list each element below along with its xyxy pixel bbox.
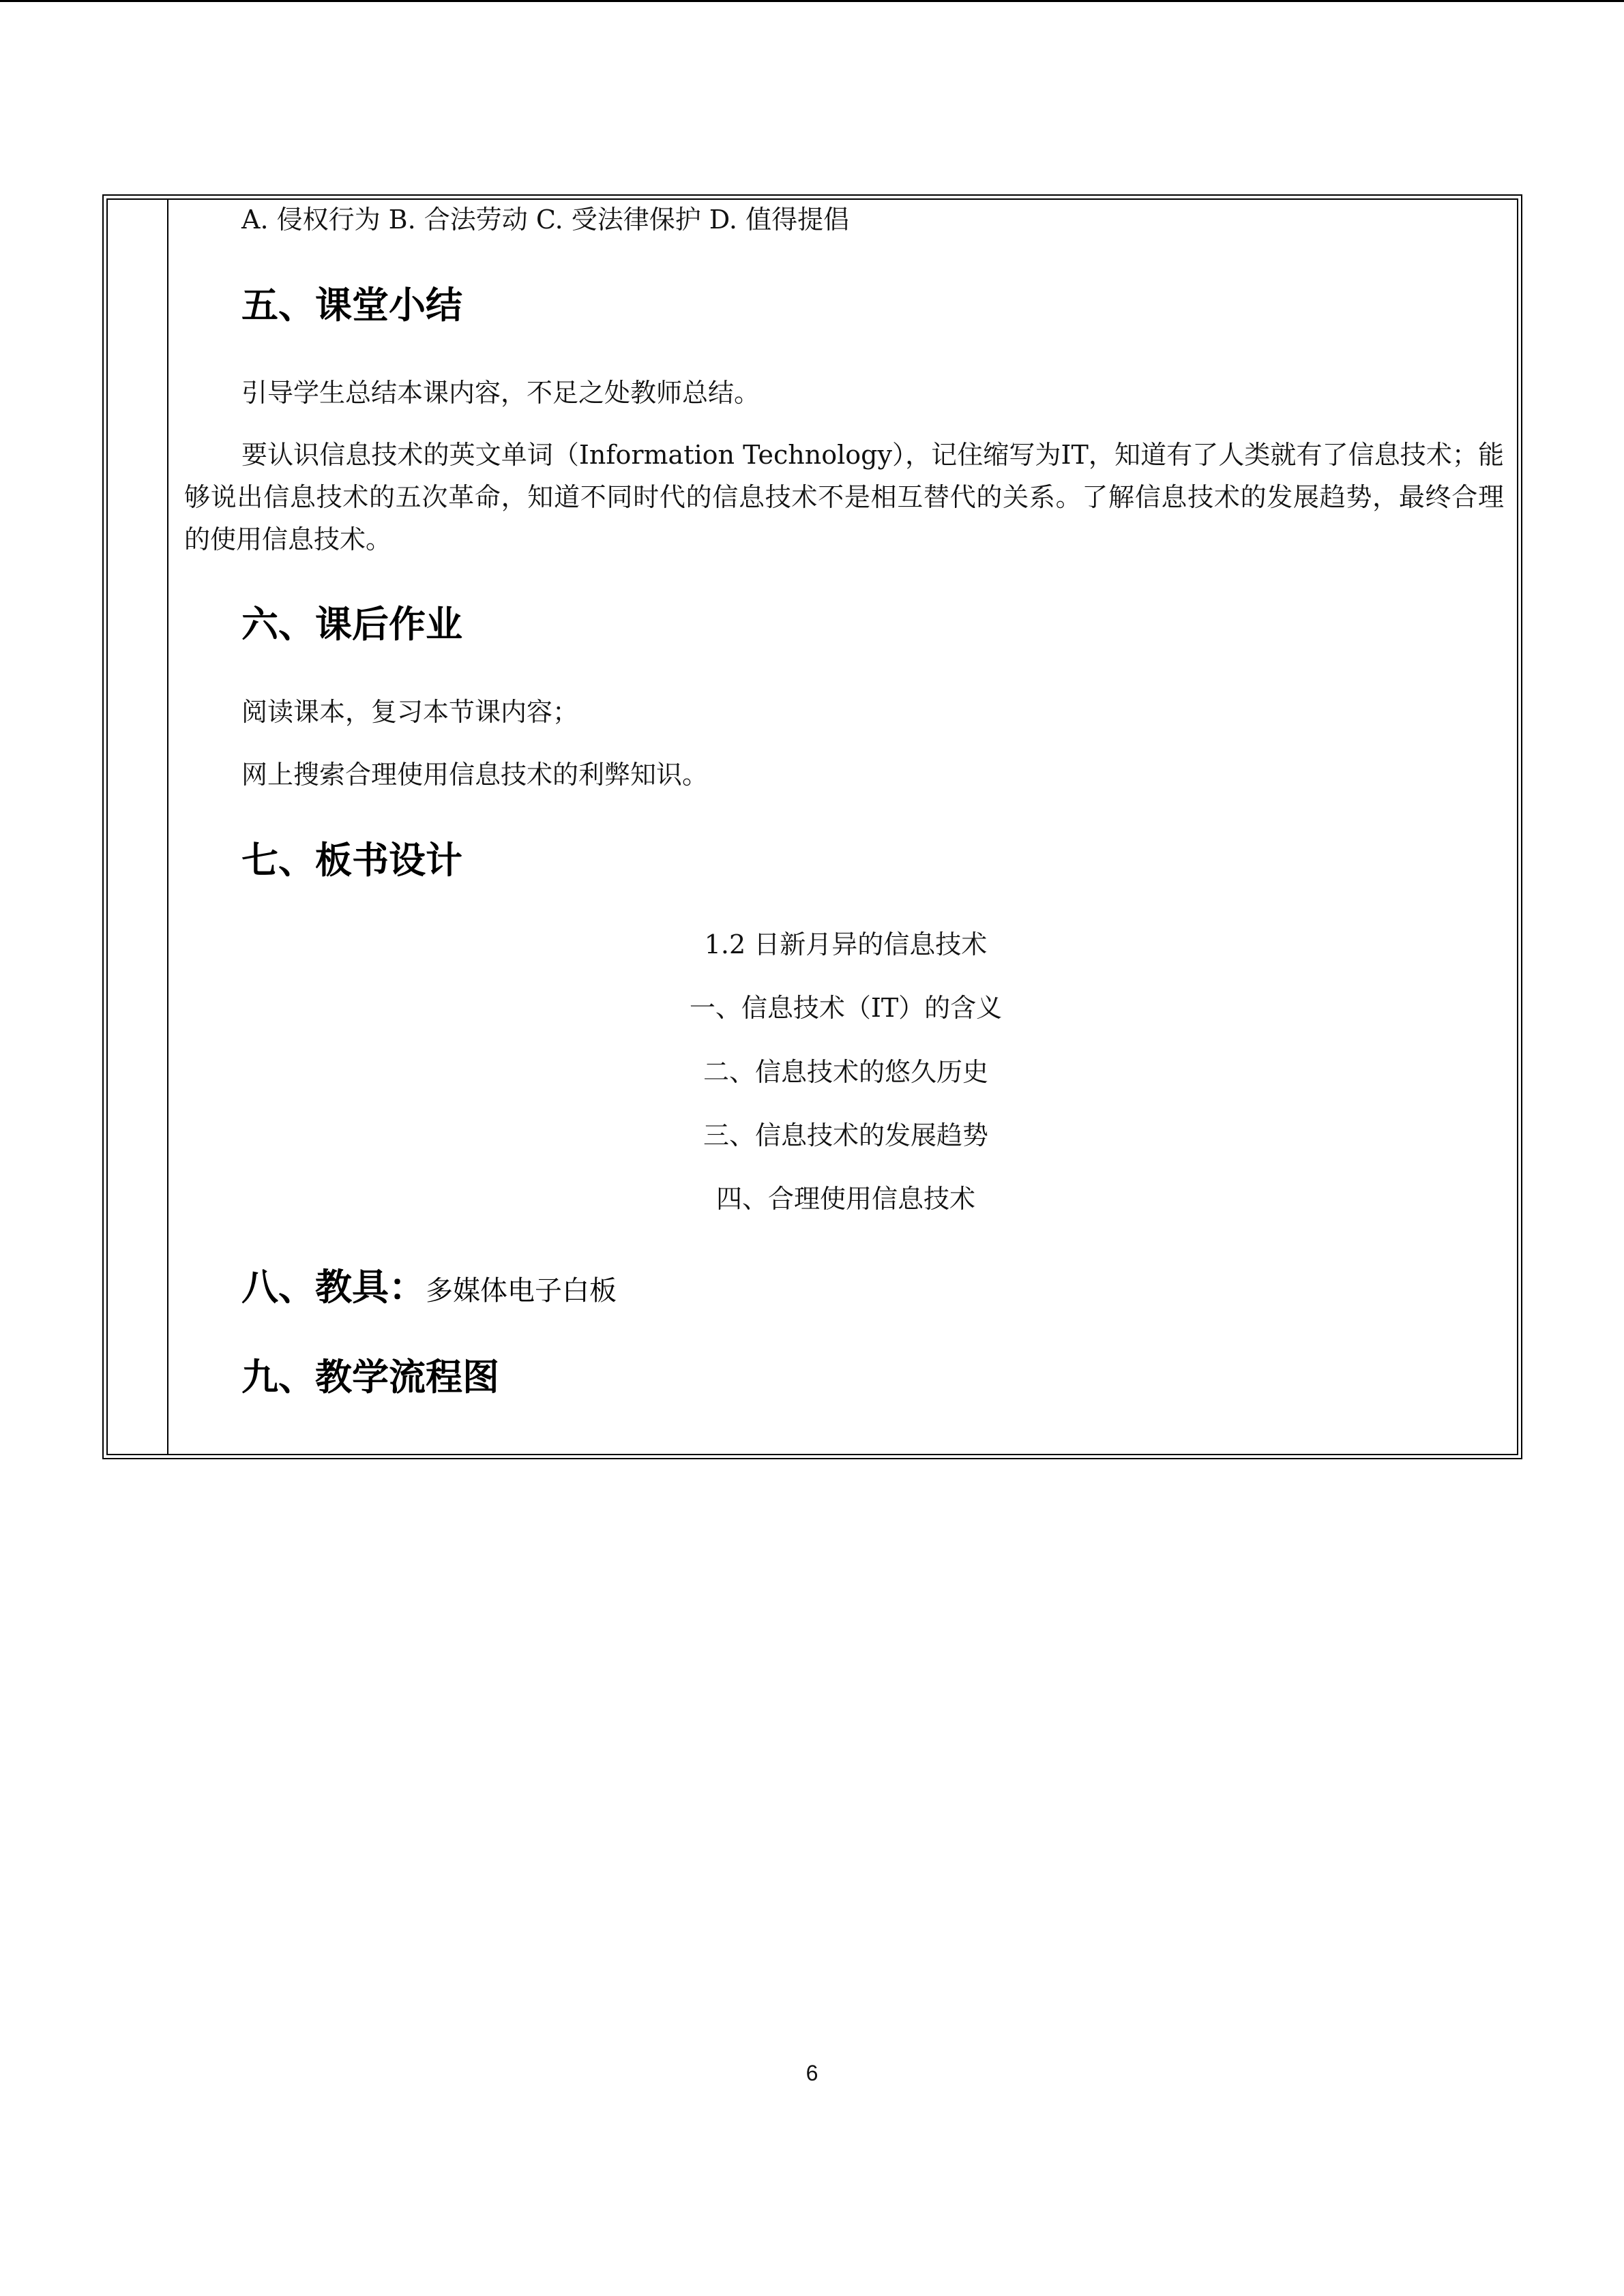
homework-item-1: 阅读课本，复习本节课内容； [241,697,579,727]
quiz-options-line: A. 侵权行为 B. 合法劳动 C. 受法律保护 D. 值得提倡 [241,205,850,235]
board-design-heading: 七、板书设计 [241,839,462,882]
board-line-3: 三、信息技术的发展趋势 [703,1120,988,1150]
teaching-tools-heading: 八、教具： [241,1266,426,1309]
board-line-2: 二、信息技术的悠久历史 [703,1057,988,1087]
homework-heading: 六、课后作业 [241,603,462,646]
summary-paragraph-2: 要认识信息技术的英文单词（Information Technology），记住缩写为IT，知道有了人类就有了信息技术；能够说出信息技术的五次革命，知道不同时代的信息技术不是相互替代的关系。了解信息技术的发展趋势，最终合理的使用信息技术。 [184,440,1504,554]
teaching-tools-value: 多媒体电子白板 [426,1275,617,1307]
top-edge-rule [0,0,1624,2]
summary-paragraph-1: 引导学生总结本课内容，不足之处教师总结。 [241,378,761,408]
teaching-tools-row [241,1264,617,1315]
homework-item-2: 网上搜索合理使用信息技术的利弊知识。 [241,760,709,790]
summary-heading: 五、课堂小结 [241,284,462,327]
board-line-1: 一、信息技术（IT）的含义 [689,993,1003,1023]
flowchart-heading: 九、教学流程图 [241,1356,499,1399]
table-column-divider [167,198,168,1455]
page-number: 6 [806,2061,818,2085]
board-line-4: 四、合理使用信息技术 [715,1184,975,1214]
board-line-title: 1.2 日新月异的信息技术 [704,929,988,959]
